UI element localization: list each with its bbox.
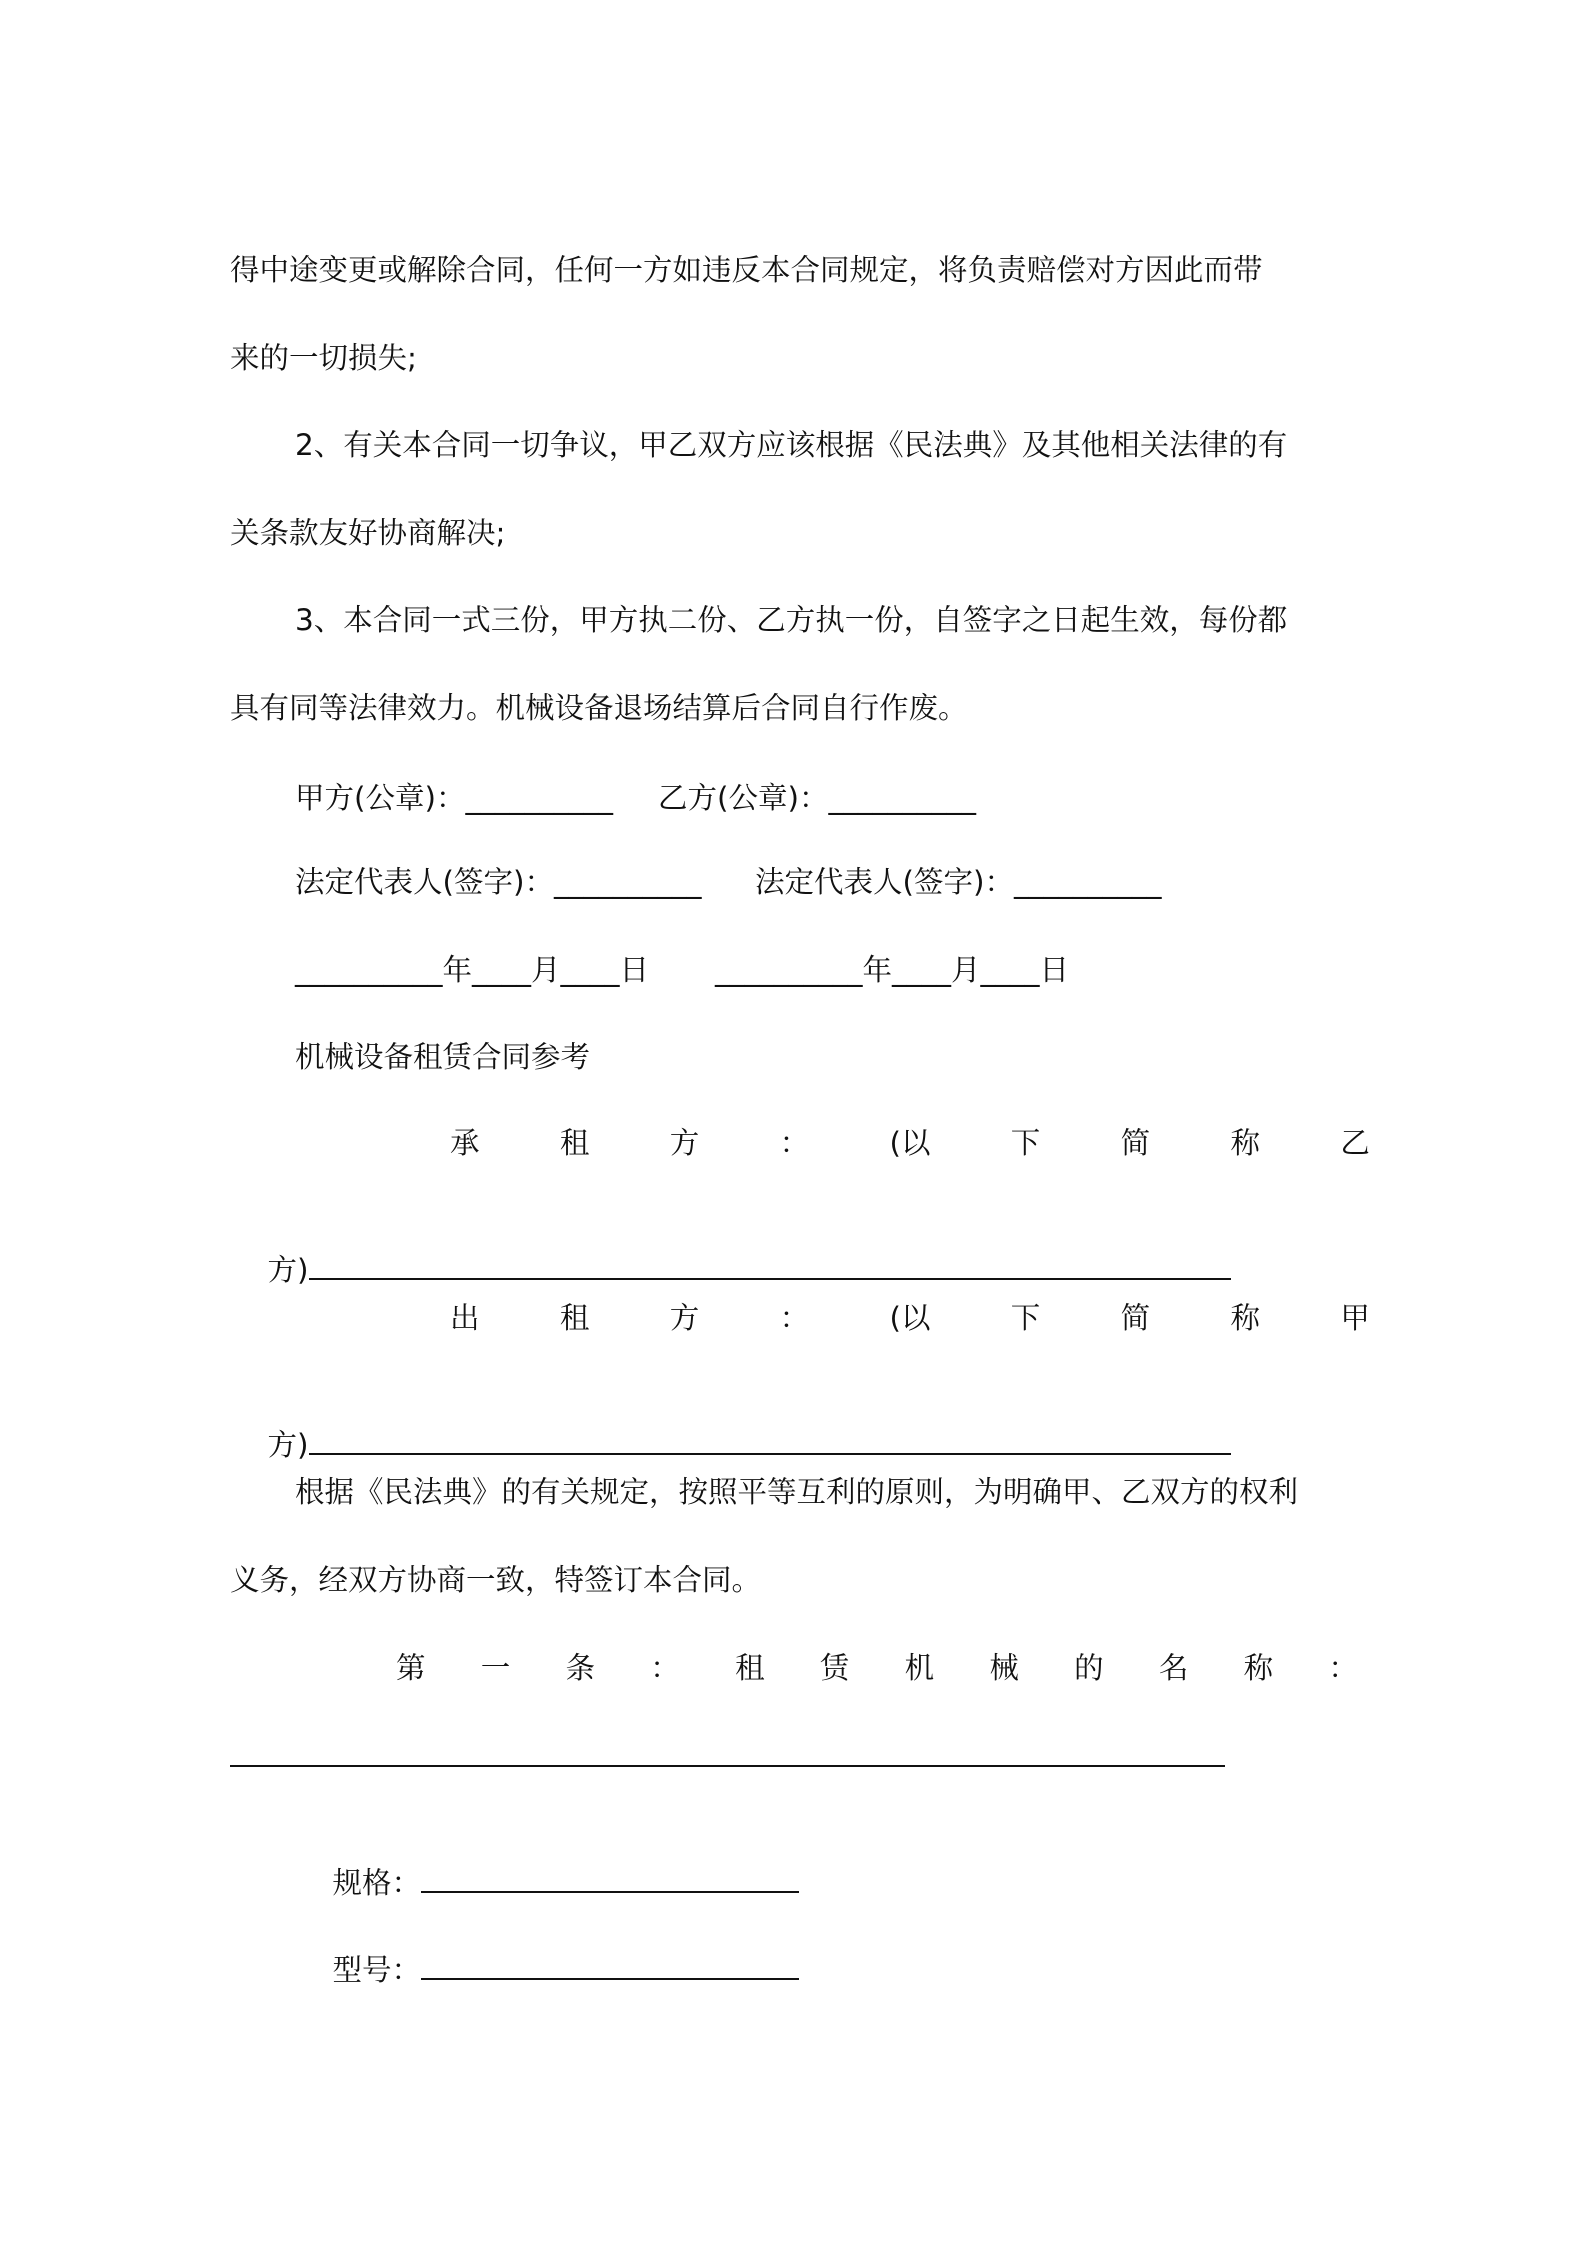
signature-rep-b: 法定代表人(签字)：__________ bbox=[755, 865, 1162, 899]
signature-rep-a: 法定代表人(签字)：__________ bbox=[295, 865, 702, 899]
article-char: ： bbox=[650, 1651, 680, 1685]
lessor-char: ： bbox=[779, 1301, 810, 1335]
lessor-char: (以 bbox=[889, 1301, 931, 1335]
article-char: 第 bbox=[396, 1651, 426, 1685]
paragraph-3-line-2: 具有同等法律效力。机械设备退场结算后合同自行作废。 bbox=[230, 691, 968, 725]
lessee-line bbox=[450, 1123, 1370, 1163]
lessor-line bbox=[450, 1298, 1370, 1338]
lessor-char: 甲 bbox=[1340, 1301, 1370, 1335]
signature-party-a: 甲方(公章)：__________ bbox=[295, 781, 614, 815]
paragraph-2-line-1: 2、有关本合同一切争议，甲乙双方应该根据《民法典》及其他相关法律的有 bbox=[295, 428, 1288, 462]
lessee-char: 下 bbox=[1010, 1126, 1041, 1160]
spec-label: 规格： bbox=[332, 1866, 422, 1900]
article-char: 一 bbox=[480, 1651, 511, 1685]
lessor-char: 称 bbox=[1230, 1301, 1261, 1335]
lessee-end: 方) bbox=[267, 1253, 309, 1287]
lessor-char: 方 bbox=[669, 1301, 700, 1335]
lessor-blank bbox=[309, 1427, 1231, 1455]
lessor-char: 租 bbox=[559, 1301, 590, 1335]
lessee-char: 方 bbox=[669, 1126, 700, 1160]
lessee-char: (以 bbox=[889, 1126, 931, 1160]
paragraph-2-line-2: 关条款友好协商解决; bbox=[230, 516, 506, 550]
intro-line-1: 根据《民法典》的有关规定，按照平等互利的原则，为明确甲、乙双方的权利 bbox=[295, 1475, 1299, 1509]
model-label: 型号： bbox=[332, 1953, 422, 1987]
signature-party-b: 乙方(公章)：__________ bbox=[658, 781, 977, 815]
lessor-char: 简 bbox=[1120, 1301, 1151, 1335]
lessee-char: 承 bbox=[450, 1126, 480, 1160]
article-char: 赁 bbox=[819, 1651, 850, 1685]
paragraph-1-line-1: 得中途变更或解除合同，任何一方如违反本合同规定，将负责赔偿对方因此而带 bbox=[230, 253, 1263, 287]
model-line bbox=[295, 1910, 799, 2030]
article-char: 机 bbox=[904, 1651, 935, 1685]
paragraph-1-line-2: 来的一切损失; bbox=[230, 341, 417, 375]
article-char: 的 bbox=[1074, 1651, 1104, 1685]
lessee-blank bbox=[309, 1252, 1231, 1280]
article-char: 称 bbox=[1243, 1651, 1274, 1685]
paragraph-3-line-1: 3、本合同一式三份，甲方执二份、乙方执一份，自签字之日起生效，每份都 bbox=[295, 603, 1288, 637]
article-char: 械 bbox=[989, 1651, 1019, 1685]
spec-blank bbox=[421, 1865, 799, 1893]
lessee-char: 租 bbox=[559, 1126, 590, 1160]
article-1-heading bbox=[396, 1648, 1358, 1688]
lessor-char: 下 bbox=[1010, 1301, 1041, 1335]
date-line-a: __________年____月____日 bbox=[295, 953, 649, 987]
lessor-char: 出 bbox=[450, 1301, 480, 1335]
lessee-char: ： bbox=[779, 1126, 810, 1160]
article-char: ： bbox=[1328, 1651, 1358, 1685]
lessor-end: 方) bbox=[267, 1428, 309, 1462]
article-char: 名 bbox=[1158, 1651, 1189, 1685]
article-char: 租 bbox=[735, 1651, 765, 1685]
lessee-char: 简 bbox=[1120, 1126, 1151, 1160]
lessee-char: 称 bbox=[1230, 1126, 1261, 1160]
model-blank bbox=[421, 1952, 799, 1980]
intro-line-2: 义务，经双方协商一致，特签订本合同。 bbox=[230, 1563, 762, 1597]
date-line-b: __________年____月____日 bbox=[715, 953, 1069, 987]
article-1-blank bbox=[230, 1765, 1225, 1767]
lessee-char: 乙 bbox=[1340, 1126, 1370, 1160]
article-char: 条 bbox=[565, 1651, 596, 1685]
contract-subtitle: 机械设备租赁合同参考 bbox=[295, 1040, 591, 1074]
